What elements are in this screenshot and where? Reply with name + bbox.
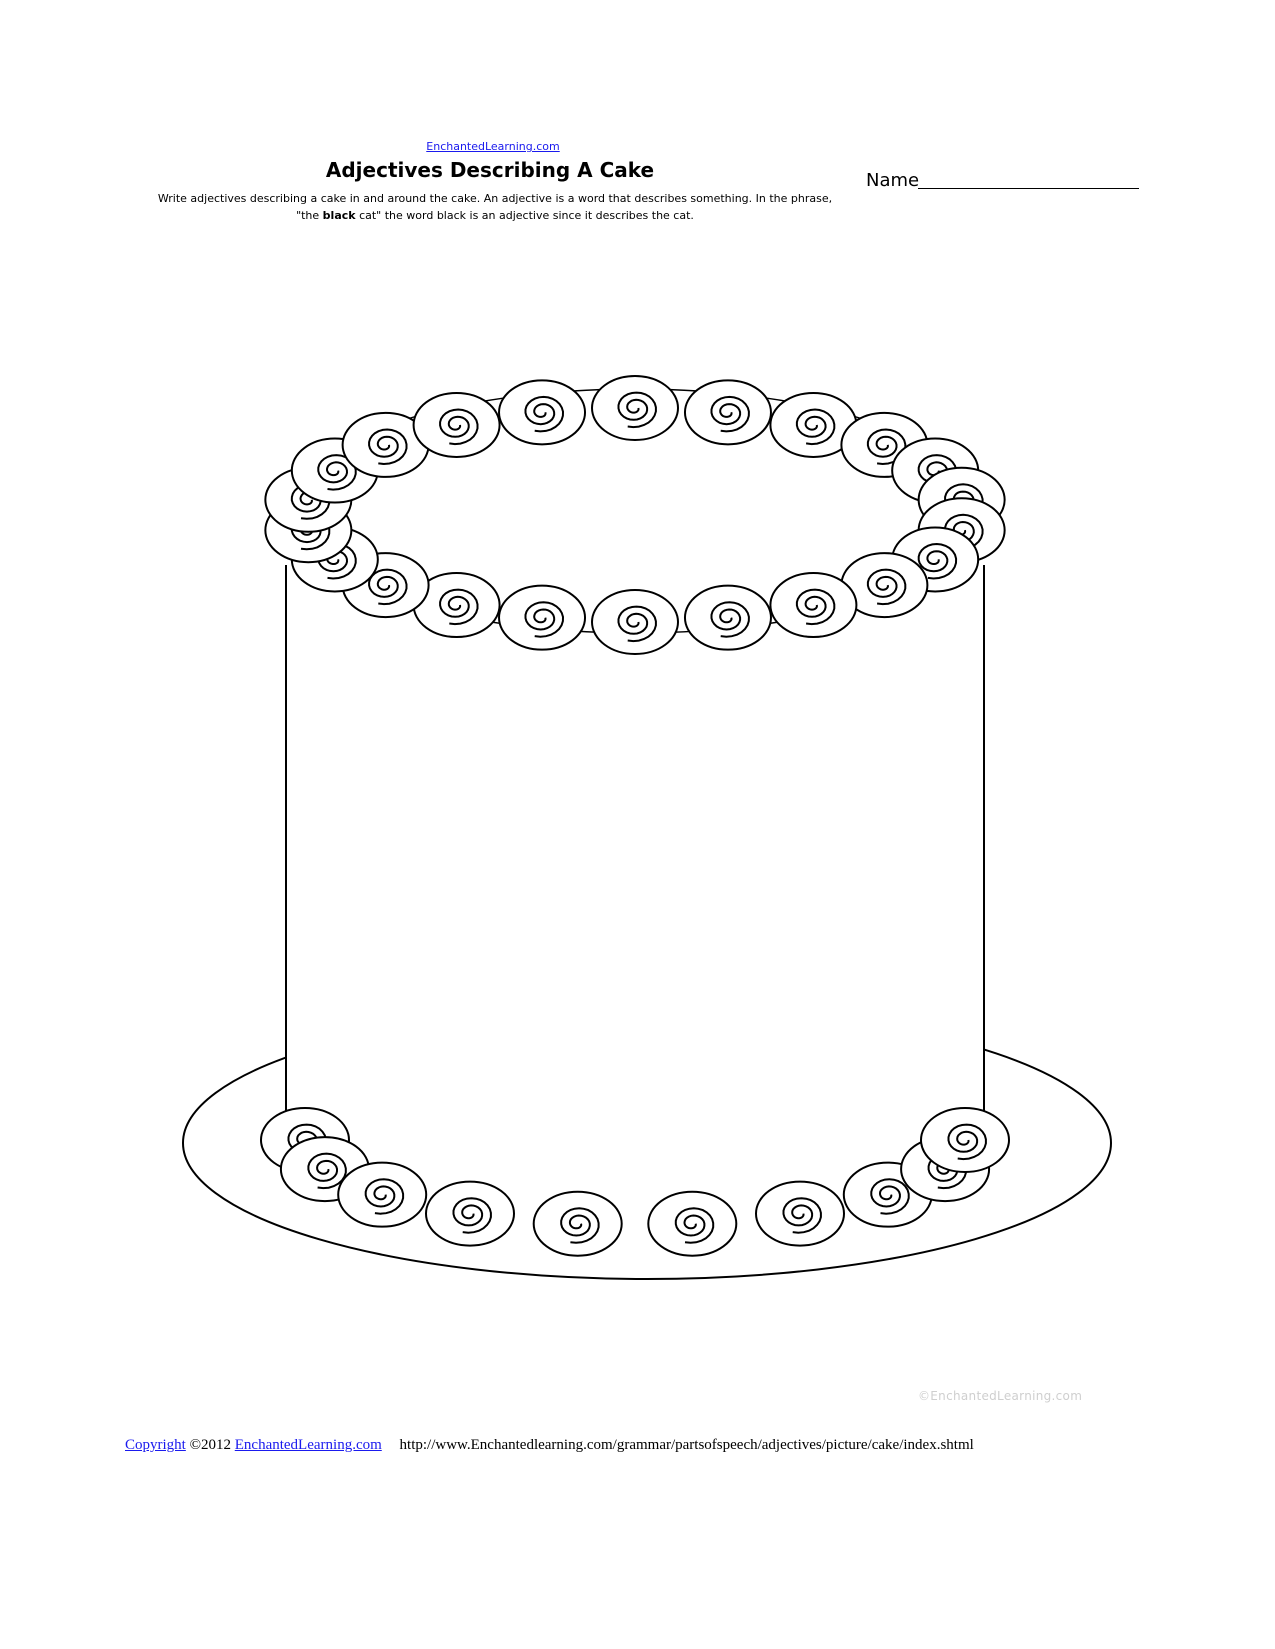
watermark: ©EnchantedLearning.com bbox=[918, 1389, 1083, 1403]
frosting-swirl bbox=[648, 1192, 736, 1256]
instructions-part1: Write adjectives describing a cake in and around the cake. An adjective is a word that describes something. In the phrase, "the bbox=[157, 192, 833, 222]
frosting-swirl bbox=[534, 1192, 622, 1256]
frosting-swirl bbox=[592, 376, 678, 440]
frosting-swirl bbox=[426, 1182, 514, 1246]
frosting-swirl bbox=[499, 380, 585, 444]
frosting-swirl bbox=[685, 586, 771, 650]
frosting-swirl bbox=[685, 380, 771, 444]
copyright-year: ©2012 bbox=[189, 1437, 231, 1453]
instructions-bold: black bbox=[322, 209, 356, 222]
footer bbox=[125, 1437, 974, 1454]
frosting-swirl bbox=[770, 573, 856, 637]
name-label: Name bbox=[866, 170, 920, 191]
frosting-swirl bbox=[499, 586, 585, 650]
frosting-swirl bbox=[592, 590, 678, 654]
frosting-swirl bbox=[414, 393, 500, 457]
frosting-swirl bbox=[921, 1108, 1009, 1172]
instructions-part2: cat" the word black is an adjective since it describes the cat. bbox=[355, 209, 694, 222]
frosting-swirl bbox=[756, 1182, 844, 1246]
footer-site-link[interactable]: EnchantedLearning.com bbox=[234, 1437, 382, 1453]
frosting-swirl bbox=[338, 1163, 426, 1227]
copyright-link[interactable]: Copyright bbox=[125, 1437, 186, 1453]
footer-url: http://www.Enchantedlearning.com/grammar/partsofspeech/adjectives/picture/cake/index.shtml bbox=[399, 1437, 974, 1453]
site-link[interactable]: EnchantedLearning.com bbox=[426, 140, 560, 153]
page-title: Adjectives Describing A Cake bbox=[325, 158, 655, 182]
